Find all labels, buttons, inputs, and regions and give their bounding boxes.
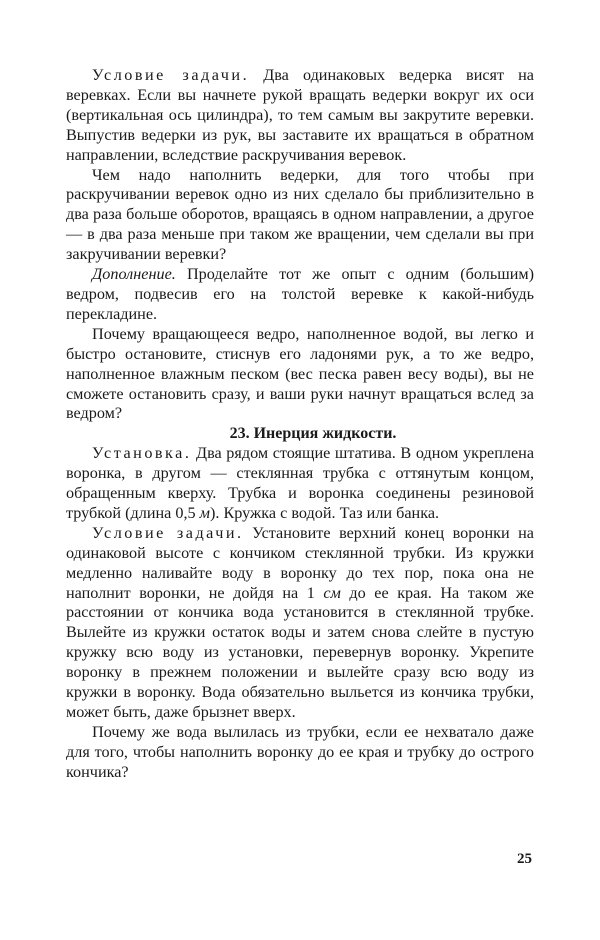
paragraph <box>66 265 534 325</box>
main-text <box>66 66 534 783</box>
page-number: 25 <box>517 851 532 867</box>
problem-label: Условие задачи. <box>92 523 244 542</box>
problem-label: Условие задачи. <box>92 66 250 84</box>
paragraph <box>66 524 534 723</box>
paragraph-text: Проделайте тот же опыт с одним (большим) ведром, подвесив его на толстой веревке к какой-нибудь перекладине. <box>66 265 534 323</box>
paragraph: Чем надо наполнить ведерки, для того чтобы при раскручивании веревок одно из них сделало бы приблизительно в два раза больше оборотов, вращаясь в одном направлении, а другое — в два раза меньше при таком же вращении, чем сделали вы при закручивании веревки? <box>66 165 534 264</box>
paragraph <box>66 66 534 166</box>
paragraph-text: ). Кружка с водой. Таз или банка. <box>210 503 440 522</box>
paragraph: Почему же вода вылилась из трубки, если ее нехватало даже для того, чтобы наполнить воронку до ее края и трубку до острого кончика? <box>66 722 534 781</box>
setup-label: Установка. <box>92 444 192 463</box>
unit-text: м <box>199 503 211 522</box>
addition-label: Дополнение. <box>92 265 176 284</box>
paragraph-text: Два одинаковых ведерка висят на веревках. Если вы начнете рукой вращать ведерки вокруг их оси (вертикальная ось цилиндра), то тем самым вы закрутите веревки. Выпустив ведерки из рук, вы заставите их вращаться в обратном направлении, вследствие раскручивания веревок. <box>66 66 534 164</box>
paragraph-text: Установите верхний конец воронки на одинаковой высоте с кончиком стеклянной трубки. Из кружки медленно наливайте воду в воронку до тех пор, пока она не наполнит воронки, не дойдя на 1 <box>66 523 534 602</box>
paragraph-text: Два рядом стоящие штатива. В одном укреплена воронка, в другом — стеклянная трубка с оттянутым концом, обращенным кверху. Трубка и воронка соединены резиновой трубкой (длина 0,5 <box>66 444 534 522</box>
paragraph-text: до ее края. На таком же расстоянии от кончика вода установится в стеклянной трубке. Вылейте из кружки остаток воды и затем снова слейте в пустую кружку всю воду из установки, перевернув воронку. Укрепите воронку в прежнем положении и вылейте сразу всю воду из кружки в воронку. Вода обязательно выльется из кончика трубки, может быть, даже брызнет вверх. <box>66 583 534 721</box>
section-heading: 23. Инерция жидкости. <box>229 425 397 443</box>
unit-text: см <box>323 583 341 602</box>
paragraph: Почему вращающееся ведро, наполненное водой, вы легко и быстро остановите, стиснув его ладонями рук, а то же ведро, наполненное влажным песком (вес песка равен весу воды), вы не сможете остановить сразу, и ваши руки начнут вращаться вслед за ведром? <box>66 324 534 423</box>
paragraph <box>66 444 534 524</box>
